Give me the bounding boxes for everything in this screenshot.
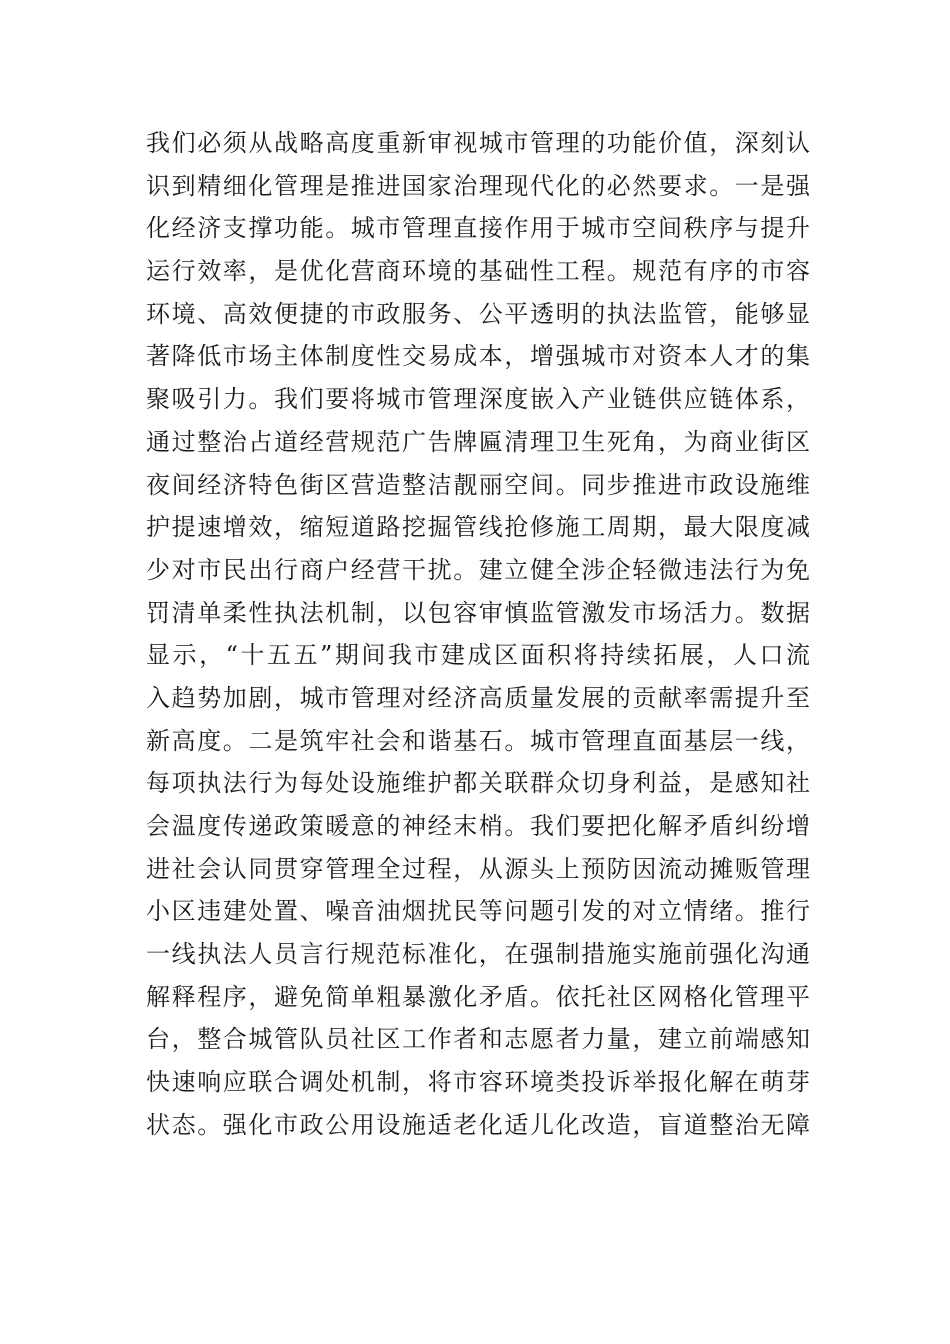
text-line-7: 聚吸引力。我们要将城市管理深度嵌入产业链供应链体系，: [146, 385, 810, 414]
text-line-19: 小区违建处置、噪音油烟扰民等问题引发的对立情绪。推行: [146, 897, 810, 926]
text-line-5: 环境、高效便捷的市政服务、公平透明的执法监管，能够显: [146, 299, 810, 328]
text-line-11: 少对市民出行商户经营干扰。建立健全涉企轻微违法行为免: [146, 555, 810, 584]
text-line-1: 我们必须从战略高度重新审视城市管理的功能价值，深刻认: [146, 129, 810, 157]
text-line-23: 快速响应联合调处机制，将市容环境类投诉举报化解在萌芽: [146, 1068, 810, 1097]
text-line-20: 一线执法人员言行规范标准化，在强制措施实施前强化沟通: [146, 940, 810, 969]
text-line-21: 解释程序，避免简单粗暴激化矛盾。依托社区网格化管理平: [146, 982, 810, 1011]
text-line-9: 夜间经济特色街区营造整洁靓丽空间。同步推进市政设施维: [146, 470, 810, 499]
text-line-12: 罚清单柔性执法机制，以包容审慎监管激发市场活力。数据: [146, 598, 810, 627]
body-paragraph: [146, 122, 810, 1147]
text-line-14: 入趋势加剧，城市管理对经济高质量发展的贡献率需提升至: [146, 683, 810, 712]
text-line-8: 通过整治占道经营规范广告牌匾清理卫生死角，为商业街区: [146, 427, 810, 456]
text-line-16: 每项执法行为每处设施维护都关联群众切身利益，是感知社: [146, 769, 810, 798]
text-line-24: 状态。强化市政公用设施适老化适儿化改造，盲道整治无障: [146, 1110, 810, 1139]
text-line-3: 化经济支撑功能。城市管理直接作用于城市空间秩序与提升: [146, 214, 810, 243]
text-line-18: 进社会认同贯穿管理全过程，从源头上预防因流动摊贩管理: [146, 854, 810, 883]
text-line-2: 识到精细化管理是推进国家治理现代化的必然要求。一是强: [146, 171, 810, 200]
text-line-4: 运行效率，是优化营商环境的基础性工程。规范有序的市容: [146, 257, 810, 286]
text-line-22: 台，整合城管队员社区工作者和志愿者力量，建立前端感知: [146, 1025, 810, 1054]
text-line-13: 显示，“十五五”期间我市建成区面积将持续拓展，人口流: [146, 641, 810, 670]
text-line-6: 著降低市场主体制度性交易成本，增强城市对资本人才的集: [146, 342, 810, 371]
text-line-17: 会温度传递政策暖意的神经末梢。我们要把化解矛盾纠纷增: [146, 812, 810, 840]
text-line-10: 护提速增效，缩短道路挖掘管线抢修施工周期，最大限度减: [146, 513, 810, 542]
text-line-15: 新高度。二是筑牢社会和谐基石。城市管理直面基层一线，: [146, 726, 810, 755]
